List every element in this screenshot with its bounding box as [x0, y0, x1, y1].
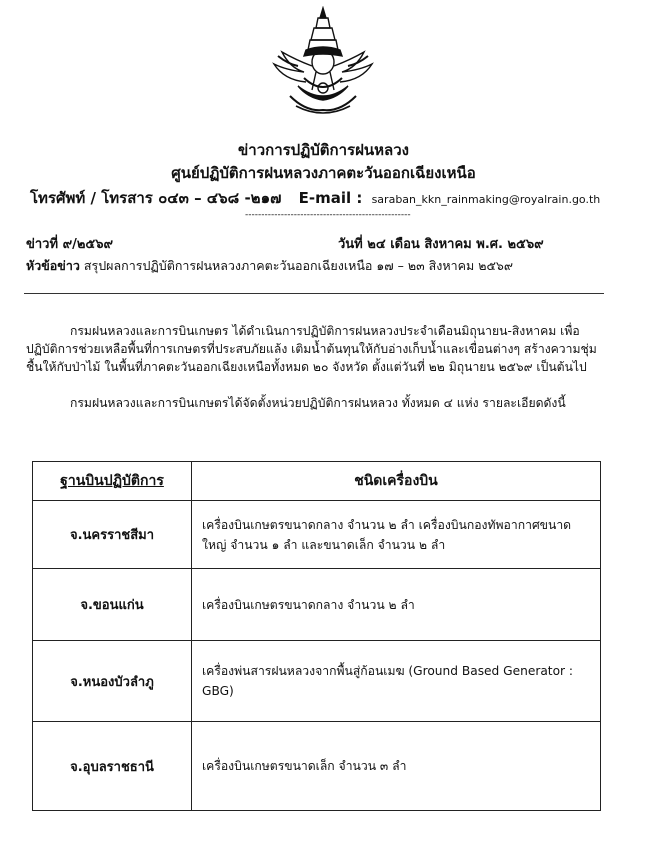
table-row — [33, 722, 601, 811]
column-header-base: ฐานบินปฏิบัติการ — [33, 462, 192, 501]
subject-text: สรุปผลการปฏิบัติการฝนหลวงภาคตะวันออกเฉียงเหนือ ๑๗ – ๒๓ สิงหาคม ๒๕๖๙ — [83, 258, 514, 273]
table-row — [33, 641, 601, 722]
aircraft-cell: เครื่องบินเกษตรขนาดกลาง จำนวน ๒ ลำ เครื่องบินกองทัพอากาศขนาดใหญ่ จำนวน ๑ ลำ และขนาดเล็ก จำนวน ๒ ลำ — [192, 501, 601, 569]
aircraft-cell: เครื่องบินเกษตรขนาดเล็ก จำนวน ๓ ลำ — [192, 722, 601, 811]
aircraft-table — [32, 461, 601, 811]
aircraft-cell: เครื่องบินเกษตรขนาดกลาง จำนวน ๒ ลำ — [192, 569, 601, 641]
body-paragraph-1: กรมฝนหลวงและการบินเกษตร ได้ดำเนินการปฏิบัติการฝนหลวงประจำเดือนมิถุนายน-สิงหาคม เพื่อปฏิบัติการช่วยเหลือพื้นที่การเกษตรที่ประสบภัยแล้ง เติมน้ำต้นทุนให้กับอ่างเก็บน้ำและเขื่อนต่างๆ สร้างความชุ่มชื้นให้กับป่าไม้ ในพื้นที่ภาคตะวันออกเฉียงเหนือทั้งหมด ๒๐ จังหวัด ตั้งแต่วันที่ ๒๒ มิถุนายน ๒๕๖๙ เป็นต้นไป — [26, 324, 597, 374]
table-header-row — [33, 462, 601, 501]
phone-fax: โทรศัพท์ / โทรสาร ๐๔๓ – ๔๖๘ -๒๑๗ — [30, 189, 282, 207]
email-label: E-mail : — [298, 189, 363, 207]
header-title: ข่าวการปฏิบัติการฝนหลวง — [238, 141, 409, 159]
news-subject — [26, 256, 513, 276]
base-cell: จ.อุบลราชธานี — [33, 722, 192, 811]
news-number: ข่าวที่ ๙/๒๕๖๙ — [26, 237, 114, 252]
table-row — [33, 569, 601, 641]
header-subtitle: ศูนย์ปฏิบัติการฝนหลวงภาคตะวันออกเฉียงเหนือ — [171, 164, 476, 182]
base-cell: จ.นครราชสีมา — [33, 501, 192, 569]
aircraft-cell: เครื่องพ่นสารฝนหลวงจากพื้นสู่ก้อนเมฆ (Ground Based Generator : GBG) — [192, 641, 601, 722]
news-date: วันที่ ๒๔ เดือน สิงหาคม พ.ศ. ๒๕๖๙ — [338, 237, 544, 252]
base-cell: จ.ขอนแก่น — [33, 569, 192, 641]
subject-label: หัวข้อข่าว — [26, 258, 80, 273]
dashed-divider: --------------------------------------------------- — [245, 210, 411, 220]
contact-line — [30, 186, 600, 210]
base-cell: จ.หนองบัวลำภู — [33, 641, 192, 722]
table-row — [33, 501, 601, 569]
column-header-aircraft: ชนิดเครื่องบิน — [192, 462, 601, 501]
body-paragraph-2: กรมฝนหลวงและการบินเกษตรได้จัดตั้งหน่วยปฏิบัติการฝนหลวง ทั้งหมด ๔ แห่ง รายละเอียดดังนี้ — [70, 396, 566, 410]
royal-rainmaking-emblem — [268, 6, 378, 122]
email-address[interactable]: saraban_kkn_rainmaking@royalrain.go.th — [371, 193, 601, 206]
horizontal-rule — [24, 293, 604, 294]
